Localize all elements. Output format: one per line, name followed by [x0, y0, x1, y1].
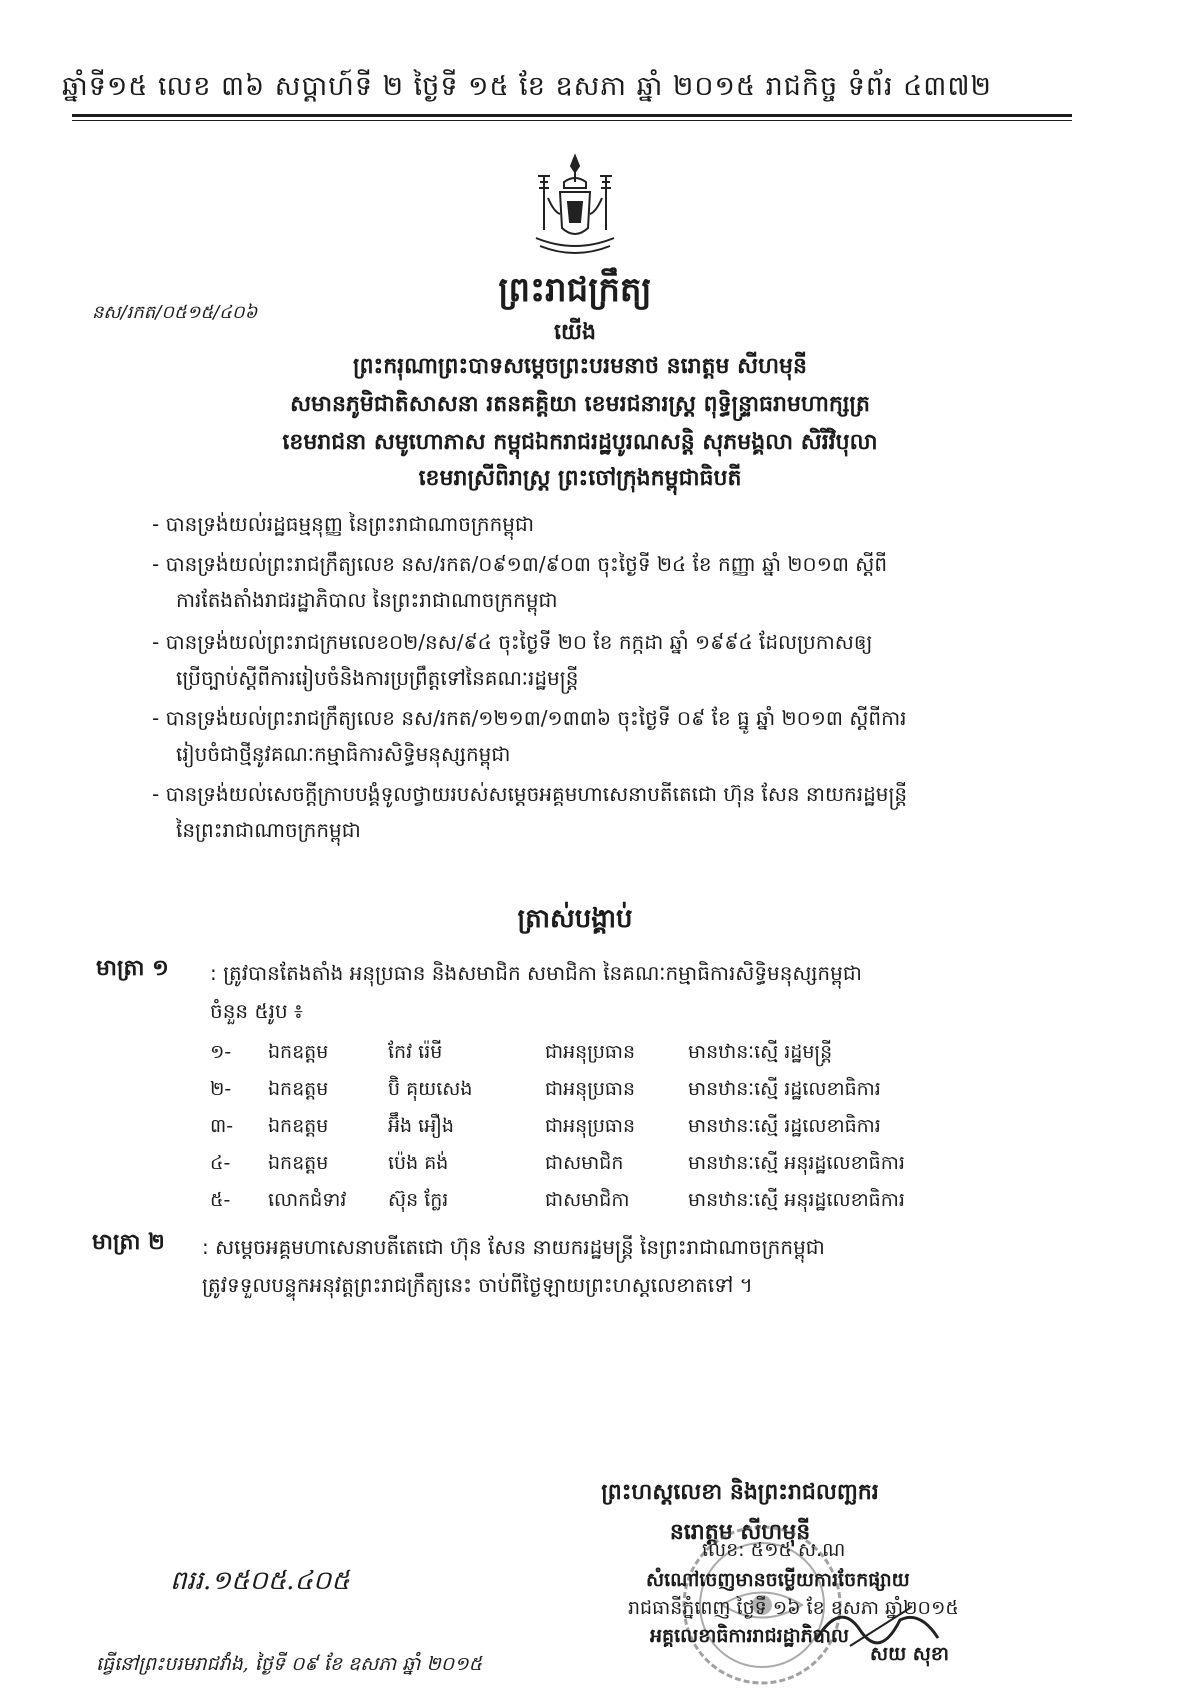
appointee-rank: មានឋានៈស្មើ អនុរដ្ឋលេខាធិការ	[688, 1152, 905, 1174]
king-title-line: ព្រះករុណាព្រះបាទសម្តេចព្រះបរមនាថ នរោត្តម សីហមុនី	[353, 354, 807, 379]
appointee-name: ស៊ុន ក្លែរ	[388, 1189, 449, 1211]
appointee-position: ជាអនុប្រធាន	[545, 1115, 636, 1137]
article-2-text	[202, 1228, 1042, 1304]
appointee-number: ៣-	[210, 1115, 234, 1137]
appointee-rank: មានឋានៈស្មើ អនុរដ្ឋលេខាធិការ	[688, 1189, 905, 1211]
king-title-line: ខេមរាជនា សមូហោភាស កម្ពុជឯករាជរដ្ឋបូរណសន្តិ សុភមង្គលា សិរីវិបុលា	[282, 430, 878, 455]
registration-line: រាជធានីភ្នំពេញ ថ្ងៃទី ១៦ ខែ ឧសភា ឆ្នាំ២០១៥	[628, 1597, 959, 1619]
appointee-rank: មានឋានៈស្មើ រដ្ឋលេខាធិការ	[688, 1078, 881, 1100]
appointee-row	[210, 1036, 1030, 1073]
appointee-honorific: ឯកឧត្តម	[268, 1078, 329, 1100]
recital-line: ការតែងតាំងរាជរដ្ឋាភិបាល នៃព្រះរាជាណាចក្រកម្ពុជា	[176, 588, 558, 612]
recital-line: នៃព្រះរាជាណាចក្រកម្ពុជា	[176, 818, 361, 842]
recital-item	[152, 546, 1032, 618]
appointee-row	[210, 1147, 1030, 1184]
article-2-label: មាត្រា ២	[92, 1230, 165, 1255]
appointee-name: ប៉េង គង់	[388, 1152, 449, 1174]
recital-line: រៀបចំជាថ្មីនូវគណៈកម្មាធិការសិទ្ធិមនុស្សកម្ពុជា	[176, 742, 511, 766]
article-1-line: ចំនួន ៥រូប ៖	[210, 999, 303, 1023]
article-2-line: : សម្តេចអគ្គមហាសេនាបតីតេជោ ហ៊ុន សែន នាយករដ្ឋមន្ត្រី នៃព្រះរាជាណាចក្រកម្ពុជា	[202, 1235, 825, 1259]
handwritten-reference: ពររ.១៥០៥.៤០៥	[170, 1566, 350, 1596]
article-1-line: : ត្រូវបានតែងតាំង អនុប្រធាន និងសមាជិក សមាជិកា នៃគណៈកម្មាធិការសិទ្ធិមនុស្សកម្ពុជា	[210, 961, 862, 985]
recital-item	[152, 506, 1032, 542]
appointee-honorific: លោកជំទាវ	[268, 1189, 347, 1211]
appointee-honorific: ឯកឧត្តម	[268, 1041, 329, 1063]
recital-item	[152, 700, 1032, 772]
appointee-name: ប៊ិ គុយសេង	[388, 1078, 473, 1100]
appointee-honorific: ឯកឧត្តម	[268, 1152, 329, 1174]
appointee-rank: មានឋានៈស្មើ រដ្ឋមន្ត្រី	[688, 1041, 833, 1063]
header-rule-thin	[72, 120, 1072, 121]
registration-line: សំណៅចេញមានចម្លើយការចែកផ្សាយ	[646, 1569, 910, 1591]
we-heading: យើង	[554, 320, 596, 345]
issued-date-line: ធ្វើនៅព្រះបរមរាជវាំង, ថ្ងៃទី ០៩ ខែ ឧសភា ឆ្នាំ ២០១៥	[96, 1653, 483, 1675]
appointee-row	[210, 1184, 1030, 1221]
royal-coat-of-arms-icon	[526, 152, 624, 262]
recital-line: ប្រើច្បាប់ស្តីពីការរៀបចំនិងការប្រព្រឹត្តទៅនៃគណៈរដ្ឋមន្ត្រី	[176, 666, 579, 690]
article-1-label: មាត្រា ១	[96, 956, 169, 981]
article-1-text	[210, 954, 1040, 1030]
document-title: ព្រះរាជក្រឹត្យ	[498, 270, 652, 310]
appointee-row	[210, 1110, 1030, 1147]
appointee-position: ជាសមាជិក	[545, 1152, 624, 1174]
appointee-name: កែវ រ៉េមី	[388, 1041, 443, 1063]
appointee-position: ជាសមាជិកា	[545, 1189, 630, 1211]
appointee-number: ២-	[210, 1078, 232, 1100]
header-rule-thick	[72, 114, 1072, 117]
royal-signature-name: នរោត្តម សីហមុនី	[669, 1520, 811, 1545]
appointee-position: ជាអនុប្រធាន	[545, 1078, 636, 1100]
recital-line: - បានទ្រង់យល់រដ្ឋធម្មនុញ្ញ នៃព្រះរាជាណាចក្រកម្ពុជា	[152, 512, 535, 536]
royal-signature-title: ព្រះហស្តលេខា និងព្រះរាជលញ្ឆករ	[601, 1480, 879, 1505]
appointee-name: អ៊ឹង អឿង	[388, 1115, 454, 1137]
appointee-number: ៤-	[210, 1152, 231, 1174]
gazette-header: ឆ្នាំទី១៥ លេខ ៣៦ សប្តាហ៍ទី ២ ថ្ងៃទី ១៥ ខែ ឧសភា ឆ្នាំ ២០១៥ រាជកិច្ច ទំព័រ ៤៣៧២	[62, 71, 992, 102]
appointee-rank: មានឋានៈស្មើ រដ្ឋលេខាធិការ	[688, 1115, 881, 1137]
appointee-list	[210, 1036, 1030, 1221]
registration-line: អគ្គលេខាធិការរាជរដ្ឋាភិបាល	[650, 1625, 849, 1647]
appointee-number: ៥-	[210, 1189, 231, 1211]
recital-line: - បានទ្រង់យល់សេចក្តីក្រាបបង្គំទូលថ្វាយរបស់សម្តេចអគ្គមហាសេនាបតីតេជោ ហ៊ុន សែន នាយករដ្ឋមន្ត្រី	[152, 782, 908, 806]
king-title-line: ខេមរាស្រីពិរាស្ត្រ ព្រះចៅក្រុងកម្ពុជាធិបតី	[418, 466, 742, 491]
recital-item	[152, 624, 1032, 696]
reference-number: នស/រកត/០៥១៥/៤០៦	[92, 302, 258, 323]
recital-line: - បានទ្រង់យល់ព្រះរាជក្រឹត្យលេខ នស/រកត/០៩១៣/៩០៣ ចុះថ្ងៃទី ២៤ ខែ កញ្ញា ឆ្នាំ ២០១៣ ស្តីពី	[152, 552, 888, 576]
recital-line: - បានទ្រង់យល់ព្រះរាជក្រឹត្យលេខ នស/រកត/១២១៣/១៣៣៦ ចុះថ្ងៃទី ០៩ ខែ ធ្នូ ឆ្នាំ ២០១៣ ស្តីពីការ	[152, 706, 907, 730]
article-2-line: ត្រូវទទួលបន្ទុកអនុវត្តព្រះរាជក្រឹត្យនេះ ចាប់ពីថ្ងៃឡាយព្រះហស្តលេខាតទៅ ។	[202, 1273, 753, 1297]
king-title-line: សមានភូមិជាតិសាសនា រតនគគ្តិយា ខេមរជនារស្ត្រ ពុទ្ធិន្ទ្រាធរាមហាក្សត្រ	[290, 392, 870, 417]
recital-item	[152, 776, 1032, 848]
decree-heading: ត្រាស់បង្គាប់	[517, 904, 633, 934]
appointee-number: ១-	[210, 1041, 232, 1063]
registration-number: លេខ: ៥១៥ ស.ណ	[702, 1539, 846, 1561]
recital-line: - បានទ្រង់យល់ព្រះរាជក្រមលេខ០២/នស/៩៤ ចុះថ្ងៃទី ២០ ខែ កក្កដា ឆ្នាំ ១៩៩៤ ដែលប្រកាសឲ្យ	[152, 630, 873, 654]
appointee-row	[210, 1073, 1030, 1110]
registration-signatory: សយ សុខា	[870, 1643, 949, 1665]
appointee-honorific: ឯកឧត្តម	[268, 1115, 329, 1137]
appointee-position: ជាអនុប្រធាន	[545, 1041, 636, 1063]
